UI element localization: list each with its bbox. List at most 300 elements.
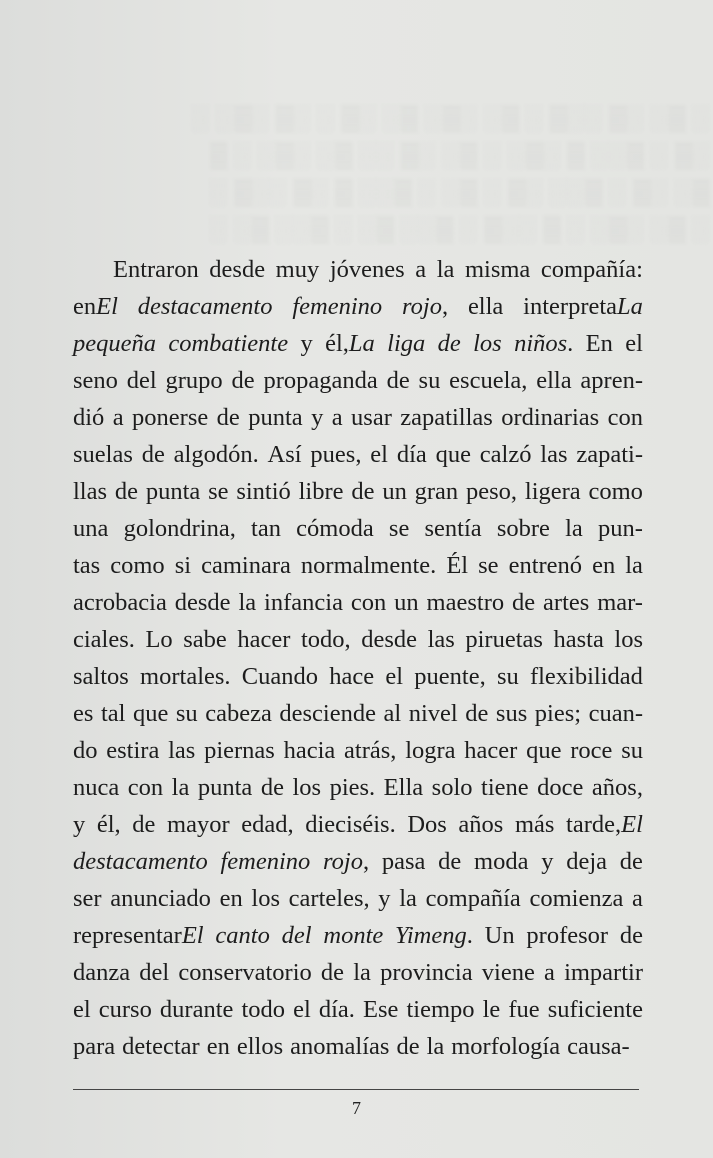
word: como	[110, 552, 165, 579]
word: sentía	[424, 515, 482, 542]
word-group	[146, 473, 200, 510]
word: edad,	[241, 811, 294, 838]
text-line	[73, 584, 643, 621]
word: puente,	[414, 663, 486, 690]
word: su	[418, 367, 441, 394]
word: ordinarias	[501, 404, 600, 431]
word: los	[251, 885, 280, 912]
word-group	[166, 362, 223, 399]
word: para	[73, 1033, 116, 1060]
text-line	[73, 288, 643, 325]
text-line	[73, 251, 643, 288]
word: anunciado	[110, 885, 211, 912]
word-group	[138, 288, 273, 325]
word: los	[614, 626, 643, 653]
word: suelas	[73, 441, 133, 468]
word: mar-	[597, 589, 643, 616]
word-group	[446, 547, 468, 584]
word-group	[329, 658, 374, 695]
word-group	[564, 954, 643, 991]
word-group	[73, 880, 102, 917]
word-group	[378, 880, 390, 917]
word-group	[399, 880, 417, 917]
word: de	[619, 848, 643, 875]
word-group	[592, 547, 615, 584]
word: golondrina,	[123, 515, 236, 542]
italic-word: femenino	[292, 293, 383, 320]
word-group	[567, 1028, 630, 1065]
word: de	[438, 848, 462, 875]
word: sus	[495, 700, 528, 727]
word: en	[219, 885, 243, 912]
word: todo,	[300, 626, 351, 653]
word-group	[473, 325, 502, 362]
word: los	[292, 774, 322, 801]
text-line	[73, 325, 643, 362]
word-group	[110, 880, 211, 917]
word-group	[201, 547, 291, 584]
italic-word: La	[617, 293, 643, 320]
word: punta	[248, 404, 303, 431]
word-group	[580, 362, 643, 399]
text-line	[73, 473, 643, 510]
word: las	[540, 441, 568, 468]
word-group	[608, 399, 643, 436]
word: a	[415, 256, 427, 283]
word-group	[73, 325, 156, 362]
word: día.	[318, 996, 355, 1023]
word-group	[145, 621, 172, 658]
word: desciende	[279, 700, 376, 727]
text-line	[73, 806, 643, 843]
word-group	[541, 251, 643, 288]
word: mortales.	[140, 663, 231, 690]
word: hacer	[237, 626, 291, 653]
word-group	[497, 510, 550, 547]
word-group	[427, 1028, 445, 1065]
word-group	[385, 658, 403, 695]
word-group	[128, 769, 163, 806]
word-group	[586, 325, 613, 362]
word: Entraron	[113, 256, 199, 283]
word: carteles,	[288, 885, 370, 912]
word: él,	[96, 811, 121, 838]
word-group	[73, 954, 130, 991]
word-group	[387, 362, 410, 399]
word-group	[515, 806, 554, 843]
word-group	[289, 880, 370, 917]
word: zapatillas	[400, 404, 493, 431]
word-group	[465, 695, 488, 732]
word-group	[353, 954, 371, 991]
word: su	[175, 700, 198, 727]
word: desde	[361, 626, 418, 653]
word: es	[73, 700, 94, 727]
word-group	[276, 251, 320, 288]
word-group	[632, 880, 643, 917]
word-group	[370, 436, 388, 473]
word-group	[73, 1028, 115, 1065]
word-group	[106, 732, 159, 769]
word-group	[73, 658, 129, 695]
word-group	[73, 806, 85, 843]
word: de	[386, 367, 410, 394]
word: a	[632, 885, 643, 912]
word: tan	[251, 515, 281, 542]
word: que	[435, 441, 471, 468]
word: y	[541, 848, 554, 875]
word-group	[168, 325, 288, 362]
word: al	[383, 700, 402, 727]
word-group	[464, 732, 517, 769]
word: impartir	[564, 959, 643, 986]
word: comienza	[529, 885, 624, 912]
word: doce	[537, 774, 584, 801]
word-group	[319, 991, 355, 1028]
word-group	[113, 399, 124, 436]
word-group	[268, 436, 302, 473]
word-group	[438, 843, 461, 880]
word: tiempo	[406, 996, 475, 1023]
word: do	[73, 737, 98, 764]
word-group	[384, 695, 402, 732]
word-group	[466, 473, 517, 510]
word: Dos	[407, 811, 447, 838]
word-group	[570, 732, 612, 769]
word-group	[548, 991, 643, 1028]
italic-word: combatiente	[168, 330, 289, 357]
word: libre	[298, 478, 344, 505]
word-group	[127, 362, 157, 399]
word: de	[141, 441, 165, 468]
word-group	[426, 880, 521, 917]
italic-word: Yimeng	[395, 922, 467, 949]
word-group	[101, 695, 126, 732]
show-through-text: ░ ▒░ ░▒ ░░▒ ░ ▒░ ░▒░ ▒░ ░▒ ░ ░▒ ░▒░ ░ ░▒ ░ ▒░░ ▒ ░▒░ ░ ▒░ ░▒ ░░ ▒░ ░▒░ ░ ▒ ▒░ ░▒ ░ ▒░░ ░▒ ░ ▒░ ░ ▒░░ ▒ ░▒ ░░▒ ░ ░ ▒░ ░▒░ ░ ▒ ░░▒ ░ ▒░░ ▒░ ░ ▒░░ ▒░ ░	[192, 105, 710, 243]
word: años,	[591, 774, 643, 801]
word: algodón.	[173, 441, 259, 468]
word: de	[619, 922, 643, 949]
word: todo	[241, 996, 286, 1023]
italic-word: niños	[514, 330, 568, 357]
word: de	[216, 404, 240, 431]
word: ciales.	[73, 626, 135, 653]
word: flexibilidad	[529, 663, 643, 690]
word-group	[237, 1028, 283, 1065]
word-group	[468, 288, 503, 325]
word-group	[419, 362, 441, 399]
word: Lo	[145, 626, 173, 653]
italic-word: rojo	[402, 293, 442, 320]
word: acrobacia	[73, 589, 167, 616]
word: del	[126, 367, 157, 394]
word-group	[248, 399, 302, 436]
word-group	[432, 769, 473, 806]
italic-word: El	[96, 293, 118, 320]
word-group	[387, 325, 425, 362]
word: ,	[441, 293, 449, 320]
word: muy	[275, 256, 320, 283]
word: seno	[73, 367, 118, 394]
word: misma	[464, 256, 531, 283]
word-group	[620, 843, 643, 880]
word: sobre	[496, 515, 550, 542]
word: cómoda	[296, 515, 374, 542]
word-group	[530, 658, 643, 695]
word-group	[497, 658, 519, 695]
word: conservatorio	[178, 959, 312, 986]
word: pasa	[381, 848, 426, 875]
word: Un	[484, 922, 515, 949]
word: Ella	[383, 774, 424, 801]
word-group	[621, 732, 643, 769]
word-group	[543, 584, 589, 621]
word-group	[330, 769, 376, 806]
word: En	[585, 330, 613, 357]
word-group	[483, 991, 501, 1028]
word-group	[132, 399, 208, 436]
word-group	[380, 954, 473, 991]
word: .	[567, 330, 574, 357]
word-group	[279, 695, 376, 732]
word-group	[620, 917, 643, 954]
word: hace	[329, 663, 375, 690]
word: en	[206, 1033, 230, 1060]
word: a	[112, 404, 124, 431]
word-group	[396, 1028, 419, 1065]
word-group	[523, 288, 643, 325]
word: de	[351, 478, 375, 505]
word-group	[514, 325, 573, 362]
word: que	[132, 700, 169, 727]
word: de	[114, 478, 138, 505]
word: a	[544, 959, 555, 986]
word-group	[465, 621, 543, 658]
word: Él	[446, 552, 469, 579]
word-group	[351, 473, 374, 510]
word-group	[301, 621, 351, 658]
text-line	[73, 436, 643, 473]
word-group	[176, 695, 198, 732]
word-group	[215, 917, 269, 954]
word: de	[260, 774, 284, 801]
text-line	[73, 1028, 643, 1065]
word-group	[482, 954, 535, 991]
italic-word: destacamento	[73, 848, 208, 875]
italic-word: los	[473, 330, 502, 357]
word: anomalías	[290, 1033, 390, 1060]
word-group	[526, 917, 608, 954]
text-line	[73, 991, 643, 1028]
word: escuela,	[449, 367, 528, 394]
word-group	[330, 251, 405, 288]
word-group	[204, 732, 275, 769]
word-group	[73, 288, 118, 325]
word: detectar	[122, 1033, 200, 1060]
word-group	[525, 473, 581, 510]
word-group	[427, 584, 505, 621]
italic-word: El	[621, 811, 643, 838]
word: pies;	[534, 700, 582, 727]
word: llas	[73, 478, 108, 505]
word-group	[389, 510, 409, 547]
body-paragraph	[73, 251, 643, 1065]
word: normalmente.	[300, 552, 437, 579]
word: peso,	[466, 478, 518, 505]
word-group	[290, 1028, 389, 1065]
word: saltos	[73, 663, 129, 690]
word: el	[293, 996, 311, 1023]
word: y	[378, 885, 391, 912]
word: él,	[325, 330, 349, 357]
word-group	[321, 954, 344, 991]
word: el	[73, 996, 91, 1023]
word: ligera	[524, 478, 581, 505]
word-group	[509, 547, 582, 584]
word-group	[425, 510, 482, 547]
word: un	[382, 478, 407, 505]
word-group	[480, 436, 532, 473]
word-group	[172, 769, 190, 806]
word-group	[526, 732, 561, 769]
word: tiene	[481, 774, 529, 801]
word: tas	[73, 552, 101, 579]
word: estira	[106, 737, 160, 764]
text-line	[73, 510, 643, 547]
word-group	[251, 510, 281, 547]
word-group	[397, 436, 427, 473]
word: sabe	[183, 626, 227, 653]
word-group	[73, 584, 167, 621]
word-group	[73, 695, 93, 732]
word: viene	[481, 959, 535, 986]
word: hacer	[464, 737, 518, 764]
word: de	[320, 959, 345, 986]
word: el	[385, 663, 404, 690]
word: ponerse	[132, 404, 209, 431]
word-group	[394, 584, 419, 621]
word-group	[589, 695, 643, 732]
word: con	[607, 404, 643, 431]
italic-word: rojo	[323, 848, 363, 875]
word: dieciséis.	[305, 811, 396, 838]
word-group	[140, 658, 231, 695]
word: la	[426, 1033, 445, 1060]
word: y	[300, 330, 313, 357]
word-group	[178, 954, 311, 991]
word: día	[396, 441, 427, 468]
word: de	[512, 589, 536, 616]
word: del	[139, 959, 170, 986]
word-group	[97, 806, 121, 843]
word: con	[127, 774, 164, 801]
word: y	[73, 811, 86, 838]
word: danza	[73, 959, 131, 986]
word-group	[142, 436, 165, 473]
word-group	[478, 547, 498, 584]
word: Cuando	[241, 663, 318, 690]
word-group	[183, 621, 227, 658]
word-group	[242, 658, 318, 695]
word-group	[305, 806, 396, 843]
word: la	[353, 959, 371, 986]
word-group	[301, 547, 436, 584]
italic-word: del	[281, 922, 312, 949]
word-group	[405, 732, 455, 769]
word-group	[400, 399, 493, 436]
word-group	[167, 806, 230, 843]
word-group	[237, 621, 290, 658]
word-group	[160, 991, 233, 1028]
word-group	[220, 843, 310, 880]
word-group	[220, 880, 243, 917]
word-group	[415, 473, 459, 510]
word: causa-	[567, 1033, 630, 1060]
word-group	[592, 769, 643, 806]
word-group	[512, 584, 535, 621]
word: atrás,	[344, 737, 397, 764]
word-group	[332, 399, 343, 436]
word: se	[208, 478, 229, 505]
word-group	[73, 436, 133, 473]
word: mayor	[167, 811, 230, 838]
word-group	[73, 917, 204, 954]
word: como	[588, 478, 643, 505]
word: el	[625, 330, 643, 357]
word-group	[73, 991, 91, 1028]
word: ser	[73, 885, 102, 912]
word-group	[566, 843, 607, 880]
word-group	[264, 584, 343, 621]
word-group	[325, 325, 375, 362]
word: el	[370, 441, 388, 468]
word-group	[208, 473, 228, 510]
word-group	[344, 732, 396, 769]
text-line	[73, 880, 643, 917]
word: tal	[100, 700, 126, 727]
word-group	[73, 547, 100, 584]
word: tarde,	[566, 811, 622, 838]
word: ellos	[236, 1033, 284, 1060]
word-group	[537, 769, 583, 806]
word: zapati-	[576, 441, 643, 468]
word-group	[496, 695, 527, 732]
word: durante	[159, 996, 234, 1023]
word-group	[589, 473, 643, 510]
word: más	[514, 811, 555, 838]
word-group	[293, 991, 311, 1028]
word: desde	[209, 256, 266, 283]
word: y	[311, 404, 324, 431]
word: la	[436, 256, 455, 283]
word-group	[261, 769, 284, 806]
word-group	[282, 917, 312, 954]
text-line	[73, 917, 643, 954]
word-group	[241, 991, 285, 1028]
italic-word: femenino	[220, 848, 311, 875]
word: con	[350, 589, 387, 616]
word: le	[482, 996, 501, 1023]
word: hasta	[553, 626, 604, 653]
word-group	[73, 732, 98, 769]
word-group	[124, 510, 236, 547]
italic-word: La	[348, 330, 375, 357]
word-group	[122, 1028, 200, 1065]
word: infancia	[264, 589, 343, 616]
word-group	[428, 621, 455, 658]
italic-word: de	[437, 330, 461, 357]
word: pues,	[310, 441, 362, 468]
